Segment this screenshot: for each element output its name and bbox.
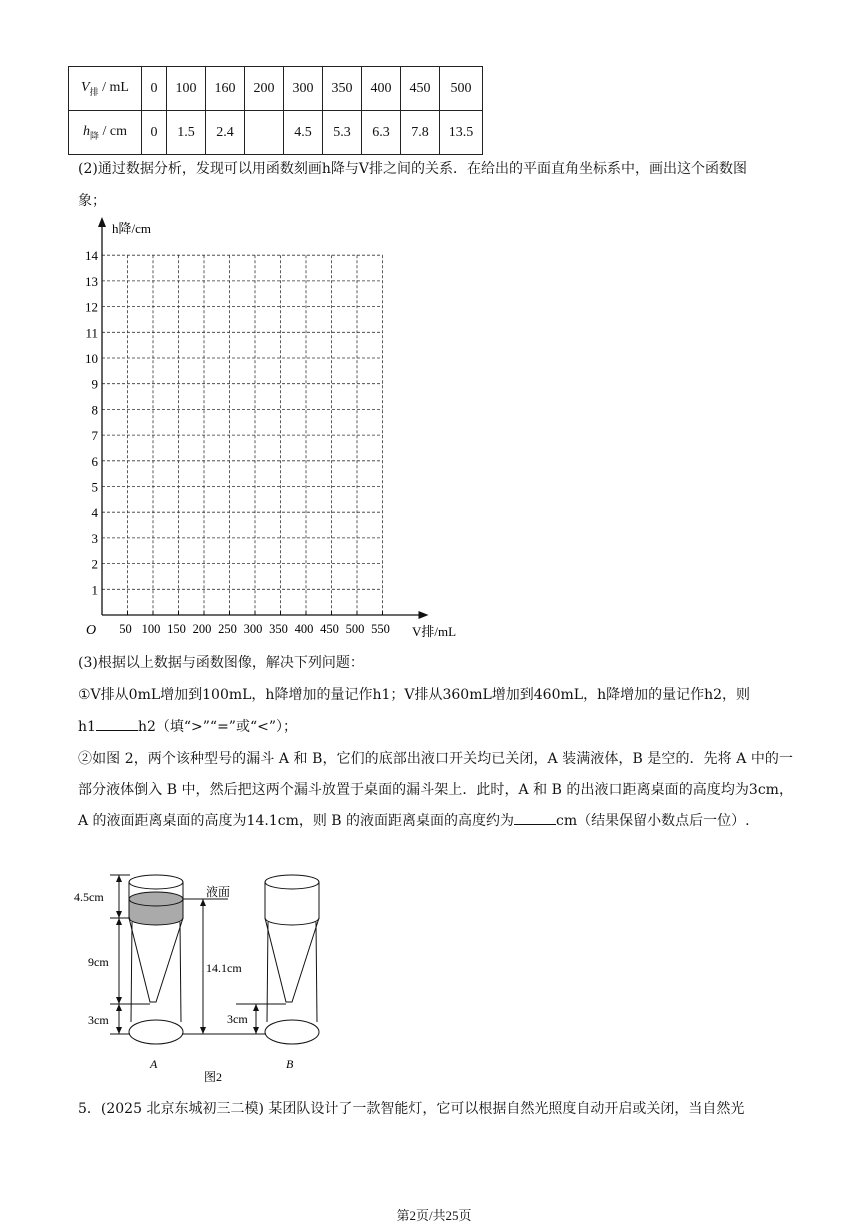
table-cell: 300 [284, 67, 323, 111]
q5-text: 5．(2025 北京东城初三二模) 某团队设计了一款智能灯，它可以根据自然光照度自动开启或关闭，当自然光 [78, 1101, 745, 1117]
x-tick-label: 200 [192, 622, 212, 636]
q2-line2: 象； [78, 193, 106, 209]
table-cell: 1.5 [167, 111, 206, 155]
table-cell: 7.8 [401, 111, 440, 155]
y-tick-label: 4 [91, 505, 98, 521]
figure-2 [70, 862, 360, 1087]
figure-caption: 图2 [204, 1070, 223, 1084]
table-cell: 2.4 [206, 111, 245, 155]
unit-cm: / cm [99, 123, 127, 139]
table-cell: 450 [401, 67, 440, 111]
liquid-surface-label: 液面 [206, 885, 231, 899]
funnel-a [129, 875, 183, 1044]
table-header-height [69, 111, 142, 155]
q3-part2-tail: cm（结果保留小数点后一位）. [556, 813, 750, 829]
q3-part1-line2 [78, 716, 297, 738]
var-h: h [82, 123, 90, 139]
table-cell: 500 [440, 67, 483, 111]
y-axis-arrow [98, 217, 106, 227]
dim-label-14-1cm: 14.1cm [206, 961, 242, 975]
coordinate-grid [70, 215, 470, 645]
unit-ml: / mL [98, 79, 129, 95]
q3-intro: (3)根据以上数据与函数图像，解决下列问题： [78, 655, 364, 671]
y-tick-label: 8 [91, 402, 98, 418]
sub-jiang: 降 [89, 130, 99, 141]
table-cell: 160 [206, 67, 245, 111]
table-cell: 350 [323, 67, 362, 111]
table-cell: 100 [167, 67, 206, 111]
dim-label-4-5cm: 4.5cm [74, 890, 104, 904]
h1-label: h1 [78, 719, 96, 735]
x-tick-label: 250 [218, 622, 237, 636]
table-row-height [69, 111, 483, 155]
table-cell: 400 [362, 67, 401, 111]
q3-part2-text: ②如图 2，两个该种型号的漏斗 A 和 B，它们的底部出液口开关均已关闭，A 装满液体，B 是空的．先将 A 中的一部分液体倒入 B 中，然后把这两个漏斗放置于桌面的漏斗架上．此时，A 和 B 的出液口距离桌面的高度均为3cm，A 的液面距离桌面的高度为14.1cm，则 B 的液面距离桌面的高度约为 [78, 751, 793, 829]
funnel-a-label: A [150, 1057, 158, 1071]
y-tick-label: 12 [85, 299, 98, 315]
x-tick-label: 450 [320, 622, 339, 636]
table-cell: 200 [245, 67, 284, 111]
y-tick-label: 5 [91, 479, 98, 495]
h2-label: h2（填“>”“=”或“<”）； [137, 719, 297, 735]
page-footer: 第2页/共25页 [396, 1208, 472, 1223]
x-tick-label: 500 [345, 622, 365, 636]
q3-part2 [78, 744, 793, 837]
var-v: V [81, 79, 90, 95]
dim-label-9cm: 9cm [88, 955, 109, 969]
funnel-b [265, 875, 319, 1044]
table-cell: 5.3 [323, 111, 362, 155]
x-axis-arrow [419, 611, 429, 619]
table-cell: 0 [142, 111, 167, 155]
y-tick-label: 3 [91, 530, 98, 546]
y-tick-label: 14 [85, 248, 98, 264]
y-tick-label: 9 [91, 376, 98, 392]
x-tick-label: 400 [294, 622, 314, 636]
x-tick-label: 350 [269, 622, 288, 636]
table-header-volume [69, 67, 142, 111]
y-tick-label: 11 [85, 325, 98, 341]
y-tick-label: 7 [91, 428, 98, 444]
answer-blank-2[interactable] [514, 810, 556, 825]
table-row-volume [69, 67, 483, 111]
answer-blank-1[interactable] [96, 716, 138, 731]
x-tick-label: 50 [119, 622, 132, 636]
dim-label-3cm-a: 3cm [88, 1013, 109, 1027]
table-cell: 4.5 [284, 111, 323, 155]
x-axis-label: V排/mL [412, 624, 457, 639]
x-tick-label: 300 [243, 622, 263, 636]
y-tick-label: 1 [91, 582, 98, 598]
q2-line1: (2)通过数据分析，发现可以用函数刻画h降与V排之间的关系．在给出的平面直角坐标系中，画出这个函数图 [78, 161, 747, 177]
origin-label: O [86, 623, 97, 638]
x-tick-label: 150 [167, 622, 186, 636]
q3-part1-line1: ①V排从0mL增加到100mL，h降增加的量记作h1；V排从360mL增加到460mL，h降增加的量记作h2，则 [78, 687, 751, 703]
y-tick-label: 6 [91, 453, 98, 469]
funnel-b-label: B [286, 1057, 294, 1071]
dim-label-3cm-b: 3cm [227, 1012, 248, 1026]
table-cell-empty [245, 111, 284, 155]
y-tick-labels [85, 248, 99, 597]
data-table [68, 66, 483, 155]
sub-pai: 排 [89, 86, 99, 97]
table-cell: 6.3 [362, 111, 401, 155]
table-cell: 0 [142, 67, 167, 111]
grid-lines [102, 255, 383, 615]
y-tick-label: 10 [85, 351, 98, 366]
y-tick-label: 13 [85, 273, 98, 289]
table-cell: 13.5 [440, 111, 483, 155]
x-tick-label: 550 [371, 622, 390, 636]
y-tick-label: 2 [91, 556, 98, 572]
x-tick-label: 100 [141, 622, 161, 636]
y-axis-label: h降/cm [112, 221, 151, 236]
